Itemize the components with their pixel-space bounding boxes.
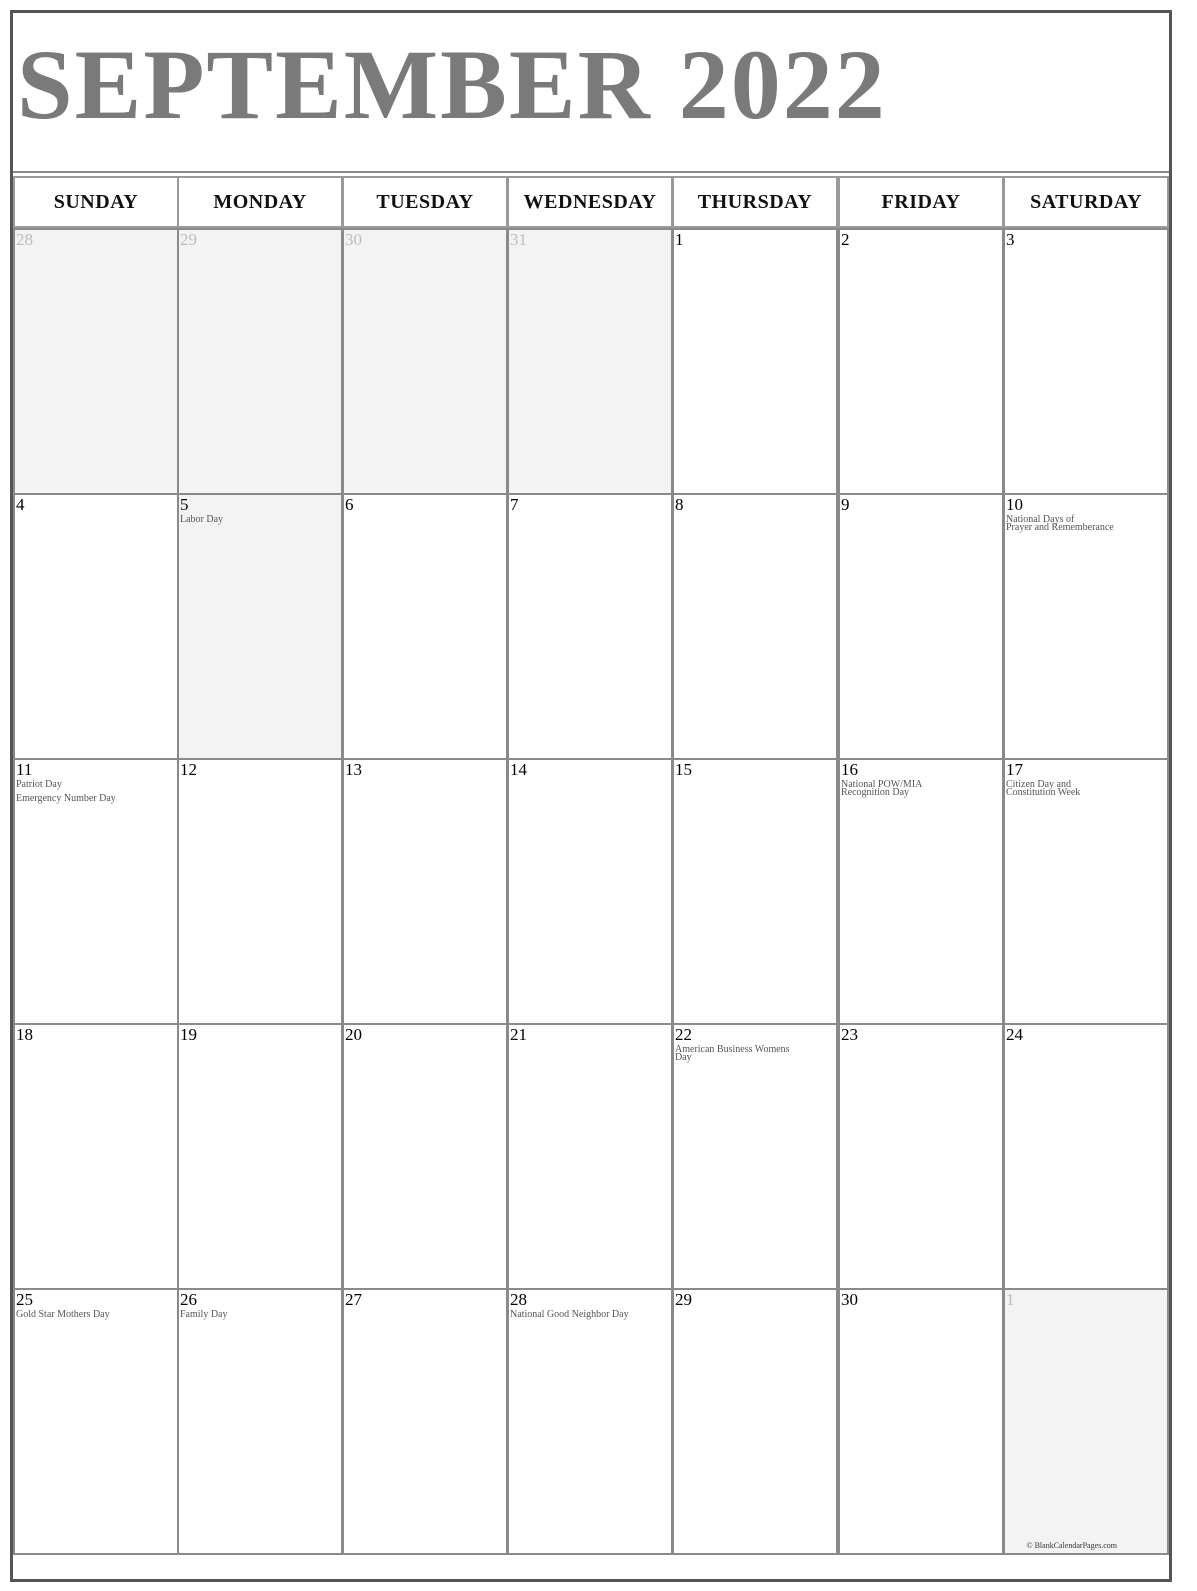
- day-number: 24: [1006, 1025, 1023, 1044]
- weekday-header-6: SATURDAY: [1003, 176, 1169, 228]
- holiday-label: National Days of Prayer and Rememberance: [1006, 514, 1114, 533]
- day-cell[interactable]: [177, 228, 343, 495]
- day-events: [180, 1311, 339, 1325]
- title-band: [13, 13, 1169, 173]
- day-cell[interactable]: [13, 758, 179, 1025]
- day-cell[interactable]: [672, 758, 838, 1025]
- calendar-grid: [13, 176, 1169, 1579]
- day-cell[interactable]: [672, 228, 838, 495]
- day-number: 15: [675, 760, 692, 779]
- holiday-label: Patriot Day: [16, 779, 62, 790]
- day-number: 12: [180, 760, 197, 779]
- day-cell[interactable]: [838, 493, 1004, 760]
- day-number: 31: [510, 230, 527, 249]
- day-cell[interactable]: [177, 758, 343, 1025]
- day-cell[interactable]: [13, 493, 179, 760]
- holiday-label: National Good Neighbor Day: [510, 1309, 629, 1320]
- credit-text: © BlankCalendarPages.com: [1026, 1541, 1117, 1550]
- day-number: 29: [675, 1290, 692, 1309]
- day-number: 3: [1006, 230, 1015, 249]
- day-number: 23: [841, 1025, 858, 1044]
- day-number: 30: [345, 230, 362, 249]
- day-number: 30: [841, 1290, 858, 1309]
- weekday-header-4: THURSDAY: [672, 176, 838, 228]
- day-number: 14: [510, 760, 527, 779]
- day-number: 7: [510, 495, 519, 514]
- holiday-label: Gold Star Mothers Day: [16, 1309, 110, 1320]
- day-cell[interactable]: [13, 1288, 179, 1555]
- day-number: 16: [841, 760, 858, 779]
- holiday-label: American Business Womens Day: [675, 1044, 790, 1063]
- day-number: 25: [16, 1290, 33, 1309]
- day-number: 1: [1006, 1290, 1015, 1309]
- day-number: 11: [16, 760, 33, 779]
- day-cell[interactable]: [838, 1023, 1004, 1290]
- day-number: 26: [180, 1290, 197, 1309]
- day-number: 22: [675, 1025, 692, 1044]
- day-cell[interactable]: [342, 1023, 508, 1290]
- day-cell[interactable]: [342, 758, 508, 1025]
- day-cell[interactable]: [342, 1288, 508, 1555]
- day-cell[interactable]: [672, 493, 838, 760]
- day-number: 9: [841, 495, 850, 514]
- day-cell[interactable]: [838, 758, 1004, 1025]
- day-cell[interactable]: [177, 1023, 343, 1290]
- day-cell[interactable]: [507, 493, 673, 760]
- holiday-label: National POW/MIA Recognition Day: [841, 779, 923, 798]
- day-events: [16, 781, 175, 809]
- holiday-label: Emergency Number Day: [16, 793, 116, 804]
- day-number: 13: [345, 760, 362, 779]
- day-events: [1006, 781, 1165, 803]
- day-number: 27: [345, 1290, 362, 1309]
- day-cell[interactable]: [13, 1023, 179, 1290]
- weekday-header-2: TUESDAY: [342, 176, 508, 228]
- day-cell[interactable]: [342, 228, 508, 495]
- day-cell[interactable]: [672, 1023, 838, 1290]
- day-number: 10: [1006, 495, 1023, 514]
- weekday-header-3: WEDNESDAY: [507, 176, 673, 228]
- weekday-header-1: MONDAY: [177, 176, 343, 228]
- holiday-label: Labor Day: [180, 514, 224, 525]
- day-number: 4: [16, 495, 25, 514]
- day-cell[interactable]: [1003, 493, 1169, 760]
- day-cell[interactable]: [1003, 228, 1169, 495]
- day-cell[interactable]: [1003, 1023, 1169, 1290]
- day-cell[interactable]: [507, 758, 673, 1025]
- day-events: [510, 1311, 669, 1325]
- day-cell[interactable]: [507, 1023, 673, 1290]
- day-number: 6: [345, 495, 354, 514]
- day-number: 2: [841, 230, 850, 249]
- weekday-header-0: SUNDAY: [13, 176, 179, 228]
- day-cell[interactable]: [838, 228, 1004, 495]
- day-events: [16, 1311, 175, 1325]
- day-events: [675, 1046, 834, 1068]
- calendar-title: SEPTEMBER 2022: [17, 29, 887, 140]
- day-events: [841, 781, 1000, 803]
- holiday-label: Family Day: [180, 1309, 228, 1320]
- weekday-header-5: FRIDAY: [838, 176, 1004, 228]
- day-number: 8: [675, 495, 684, 514]
- day-number: 19: [180, 1025, 197, 1044]
- day-number: 17: [1006, 760, 1023, 779]
- day-cell[interactable]: [507, 228, 673, 495]
- day-number: 20: [345, 1025, 362, 1044]
- day-number: 28: [510, 1290, 527, 1309]
- calendar-page: [10, 10, 1172, 1582]
- day-cell[interactable]: [838, 1288, 1004, 1555]
- day-number: 18: [16, 1025, 33, 1044]
- day-number: 5: [180, 495, 189, 514]
- day-cell[interactable]: [672, 1288, 838, 1555]
- holiday-label: Citizen Day and Constitution Week: [1006, 779, 1081, 798]
- day-cell[interactable]: [13, 228, 179, 495]
- day-number: 28: [16, 230, 33, 249]
- day-cell[interactable]: [1003, 1288, 1169, 1555]
- day-cell[interactable]: [177, 1288, 343, 1555]
- day-events: [180, 516, 339, 530]
- day-cell[interactable]: [342, 493, 508, 760]
- day-events: [1006, 516, 1165, 538]
- day-number: 29: [180, 230, 197, 249]
- day-cell[interactable]: [177, 493, 343, 760]
- day-cell[interactable]: [1003, 758, 1169, 1025]
- day-number: 21: [510, 1025, 527, 1044]
- day-cell[interactable]: [507, 1288, 673, 1555]
- day-number: 1: [675, 230, 684, 249]
